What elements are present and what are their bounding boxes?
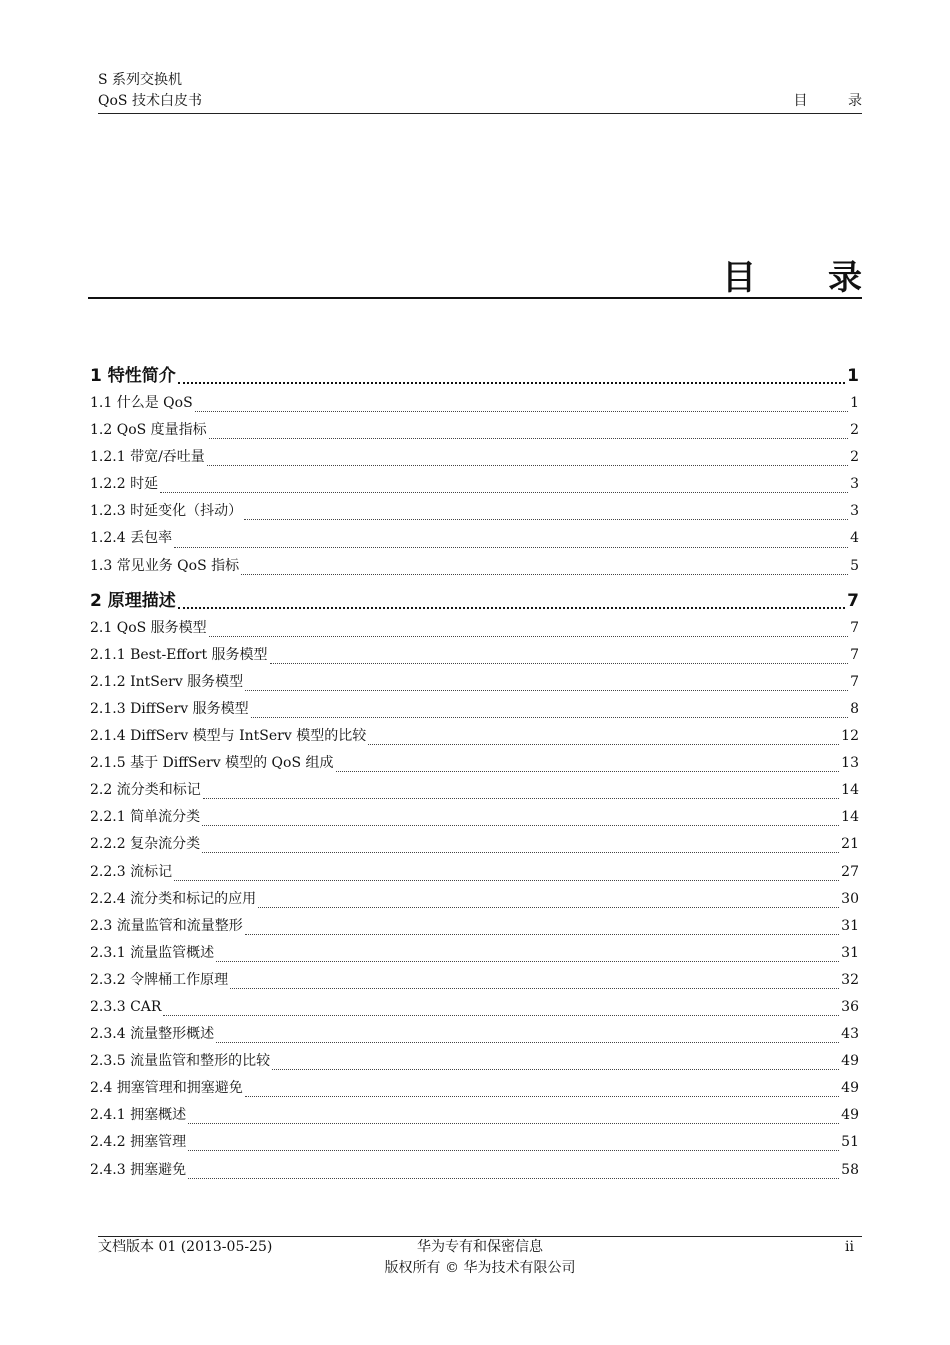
toc-entry-title: 2.4.3 拥塞避免: [90, 1161, 187, 1178]
toc-entry-title: 1.3 常见业务 QoS 指标: [90, 557, 240, 574]
toc-dot-leader: [216, 951, 839, 962]
toc-entry-page: 2: [850, 422, 859, 439]
page-header: [98, 70, 880, 112]
toc-entry-title: 2.1.2 IntServ 服务模型: [90, 673, 244, 690]
toc-dot-leader: [245, 1086, 839, 1097]
toc-entry[interactable]: [90, 1021, 859, 1048]
header-product: S 系列交换机: [98, 72, 183, 88]
toc-entry-title: 2.3.1 流量监管概述: [90, 944, 215, 961]
toc-dot-leader: [207, 455, 848, 466]
toc-dot-leader: [202, 815, 839, 826]
toc-entry-page: 4: [850, 530, 859, 547]
footer-row: [98, 1237, 862, 1258]
toc-entry-title: 2.4 拥塞管理和拥塞避免: [90, 1080, 243, 1097]
toc-dot-leader: [245, 680, 848, 691]
title-rule: [88, 297, 862, 299]
toc-dot-leader: [244, 509, 848, 520]
toc-entry-page: 49: [841, 1053, 859, 1070]
footer-copyright: 版权所有 © 华为技术有限公司: [384, 1260, 576, 1276]
toc-dot-leader: [270, 653, 849, 664]
toc-entry-title: 2.2 流分类和标记: [90, 782, 201, 799]
toc-entry-page: 12: [841, 728, 859, 745]
toc-entry-page: 1: [850, 395, 859, 411]
toc-dot-leader: [188, 1113, 839, 1124]
toc-entry-title: 2.2.1 简单流分类: [90, 809, 201, 826]
toc-entry[interactable]: [90, 859, 859, 886]
toc-chapter-entry[interactable]: [90, 587, 859, 615]
toc-entry[interactable]: [90, 777, 859, 804]
toc-entry-title: 1 特性简介: [90, 366, 176, 386]
toc-entry[interactable]: [90, 471, 859, 498]
toc-entry[interactable]: [90, 696, 859, 723]
toc-entry-title: 2.3.2 令牌桶工作原理: [90, 971, 229, 988]
toc-entry-page: 31: [841, 944, 859, 961]
toc-entry-title: 2.3.4 流量整形概述: [90, 1026, 215, 1043]
header-document-title: QoS 技术白皮书: [98, 93, 202, 109]
toc-entry-title: 2.2.4 流分类和标记的应用: [90, 890, 257, 907]
toc-entry[interactable]: [90, 913, 859, 940]
toc-entry-page: 43: [841, 1026, 859, 1043]
toc-dot-leader: [178, 597, 845, 609]
toc-entry-page: 7: [847, 590, 859, 611]
toc-entry[interactable]: [90, 1129, 859, 1156]
toc-dot-leader: [195, 401, 848, 412]
toc-entry-page: 1: [847, 366, 859, 386]
toc-dot-leader: [160, 482, 848, 493]
toc-entry-page: 27: [841, 863, 859, 880]
toc-entry-title: 2.3 流量监管和流量整形: [90, 917, 243, 934]
toc-entry[interactable]: [90, 940, 859, 967]
toc-entry-title: 1.2.3 时延变化（抖动）: [90, 503, 243, 520]
toc-chapter-entry[interactable]: [90, 362, 859, 390]
toc-entry-page: 2: [850, 449, 859, 466]
toc-entry[interactable]: [90, 723, 859, 750]
footer-page-number: ii: [845, 1239, 854, 1255]
toc-entry-title: 2.2.2 复杂流分类: [90, 836, 201, 853]
toc-entry-title: 2 原理描述: [90, 590, 176, 611]
page-title: 目 录: [722, 258, 892, 298]
toc-dot-leader: [178, 372, 845, 384]
toc-entry-title: 2.2.3 流标记: [90, 863, 173, 880]
toc-entry-page: 3: [850, 476, 859, 493]
toc-entry[interactable]: [90, 525, 859, 552]
toc-dot-leader: [245, 924, 839, 935]
toc-entry[interactable]: [90, 1157, 859, 1184]
toc-dot-leader: [174, 537, 848, 548]
toc-entry-page: 5: [850, 557, 859, 574]
toc-entry[interactable]: [90, 1048, 859, 1075]
toc-entry[interactable]: [90, 750, 859, 777]
toc-entry-title: 2.4.2 拥塞管理: [90, 1134, 187, 1151]
header-section: 目 录: [793, 93, 880, 109]
toc-entry-title: 2.1.4 DiffServ 模型与 IntServ 模型的比较: [90, 728, 367, 745]
toc-dot-leader: [209, 428, 848, 439]
toc-dot-leader: [188, 1140, 839, 1151]
toc-entry[interactable]: [90, 642, 859, 669]
toc-entry-title: 1.2.4 丢包率: [90, 530, 173, 547]
toc-entry-page: 21: [841, 836, 859, 853]
toc-dot-leader: [251, 707, 848, 718]
toc-entry-title: 1.1 什么是 QoS: [90, 395, 193, 411]
toc-entry[interactable]: [90, 417, 859, 444]
toc-entry-title: 1.2 QoS 度量指标: [90, 422, 207, 439]
toc-entry[interactable]: [90, 498, 859, 525]
toc-entry-page: 14: [841, 782, 859, 799]
toc-entry-page: 49: [841, 1107, 859, 1124]
toc-entry[interactable]: [90, 390, 859, 417]
toc-entry[interactable]: [90, 615, 859, 642]
toc-entry[interactable]: [90, 967, 859, 994]
page-footer: [98, 1236, 862, 1279]
toc-entry-page: 51: [841, 1134, 859, 1151]
toc-entry-page: 7: [850, 646, 859, 663]
toc-dot-leader: [209, 626, 848, 637]
toc-dot-leader: [336, 761, 840, 772]
toc-entry-title: 2.1.5 基于 DiffServ 模型的 QoS 组成: [90, 755, 334, 772]
toc-entry-title: 2.3.5 流量监管和整形的比较: [90, 1053, 271, 1070]
toc-entry-page: 7: [850, 673, 859, 690]
toc-dot-leader: [188, 1168, 839, 1179]
toc-entry-title: 2.4.1 拥塞概述: [90, 1107, 187, 1124]
toc-entry[interactable]: [90, 804, 859, 831]
toc-dot-leader: [163, 1005, 839, 1016]
toc-dot-leader: [230, 978, 839, 989]
toc-entry[interactable]: [90, 553, 859, 580]
toc-dot-leader: [258, 897, 839, 908]
toc-entry-title: 2.1.3 DiffServ 服务模型: [90, 700, 249, 717]
toc-dot-leader: [241, 564, 848, 575]
toc-entry-title: 1.2.1 带宽/吞吐量: [90, 449, 205, 466]
toc-entry-page: 58: [841, 1161, 859, 1178]
toc-dot-leader: [174, 870, 839, 881]
table-of-contents: [90, 362, 859, 1184]
toc-entry-page: 13: [841, 755, 859, 772]
toc-entry[interactable]: [90, 444, 859, 471]
toc-entry-page: 36: [841, 998, 859, 1015]
toc-entry-title: 2.1.1 Best-Effort 服务模型: [90, 646, 268, 663]
toc-entry-page: 3: [850, 503, 859, 520]
toc-entry[interactable]: [90, 886, 859, 913]
toc-entry-page: 31: [841, 917, 859, 934]
toc-entry[interactable]: [90, 831, 859, 858]
toc-dot-leader: [272, 1059, 839, 1070]
toc-dot-leader: [368, 734, 839, 745]
header-rule: [98, 113, 862, 114]
toc-entry-title: 1.2.2 时延: [90, 476, 159, 493]
toc-entry[interactable]: [90, 1102, 859, 1129]
toc-entry-page: 32: [841, 971, 859, 988]
footer-version: 文档版本 01 (2013-05-25): [98, 1239, 273, 1255]
toc-dot-leader: [202, 842, 839, 853]
toc-dot-leader: [216, 1032, 839, 1043]
toc-entry-title: 2.1 QoS 服务模型: [90, 619, 207, 636]
toc-dot-leader: [203, 788, 839, 799]
toc-entry-page: 8: [850, 700, 859, 717]
toc-entry-title: 2.3.3 CAR: [90, 998, 162, 1015]
toc-entry-page: 49: [841, 1080, 859, 1097]
toc-entry-page: 30: [841, 890, 859, 907]
toc-entry[interactable]: [90, 994, 859, 1021]
header-line: [98, 91, 880, 112]
toc-entry[interactable]: [90, 669, 859, 696]
toc-entry-page: 14: [841, 809, 859, 826]
toc-entry-page: 7: [850, 619, 859, 636]
footer-confidential: 华为专有和保密信息: [417, 1239, 543, 1255]
toc-entry[interactable]: [90, 1075, 859, 1102]
